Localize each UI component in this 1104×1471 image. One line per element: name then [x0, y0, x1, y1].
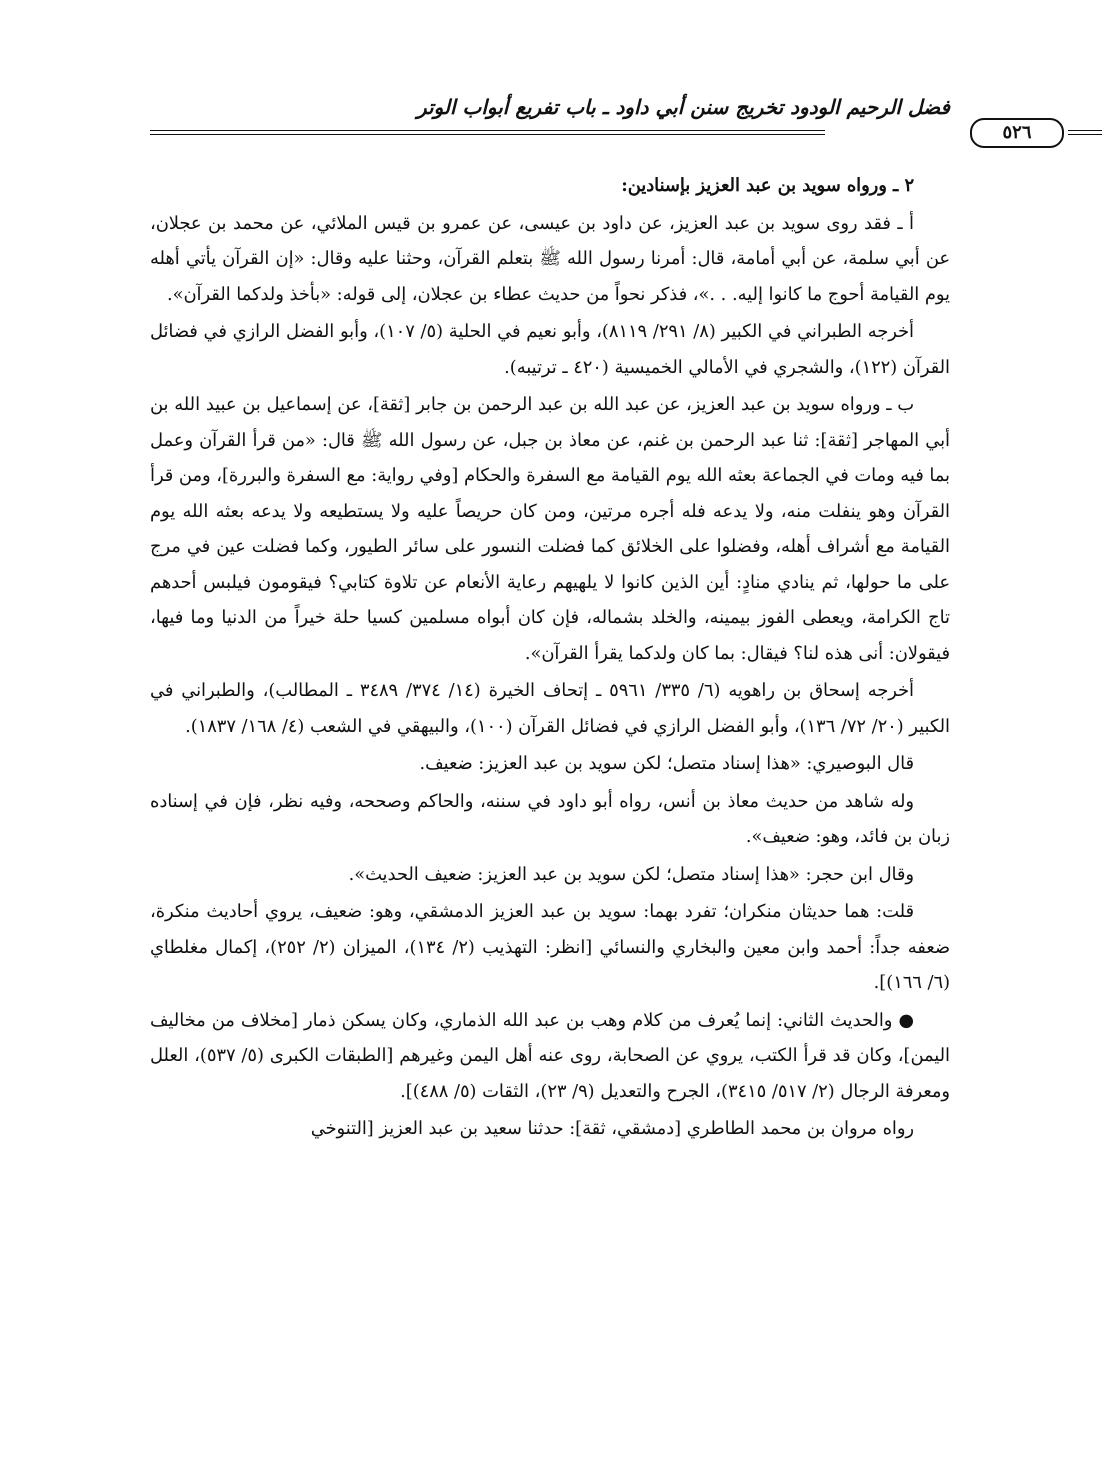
paragraph-busiri: قال البوصيري: «هذا إسناد متصل؛ لكن سويد بن عبد العزيز: ضعيف. [419, 753, 914, 774]
paragraph-ibn-hajar: وقال ابن حجر: «هذا إسناد متصل؛ لكن سويد بن عبد العزيز: ضعيف الحديث». [348, 863, 914, 885]
header-rule [150, 118, 1032, 148]
paragraph-narration-a: أ ـ فقد روى سويد بن عبد العزيز، عن داود بن عيسى، عن عمرو بن قيس الملائي، عن محمد بن عجلان، عن أبي سلمة، عن أبي أمامة، قال: أمرنا رسول الله ﷺ بتعلم القرآن، وحثنا عليه وقال: «إن القرآن يأتي أهله يوم القيامة أحوج ما كانوا إليه. . .»، فذكر نحواً من حديث عطاء بن عجلان، إلى قوله: «بأخذ ولدكما القرآن». [150, 212, 950, 305]
paragraph-narration-b: ب ـ ورواه سويد بن عبد العزيز، عن عبد الله بن عبد الرحمن بن جابر [ثقة]، عن إسماعيل بن عبيد الله بن أبي المهاجر [ثقة]: ثنا عبد الرحمن بن غنم، عن معاذ بن جبل، عن رسول الله ﷺ قال: «من قرأ القرآن وعمل بما فيه ومات في الجماعة بعثه الله يوم القيامة مع السفرة والحكام [وفي رواية: مع السفرة والبررة]، ومن قرأ القرآن وهو ينفلت منه، ولا يدعه فله أجره مرتين، ومن كان حريصاً عليه ولا يستطيعه ولا يدعه بعثه الله يوم القيامة مع أشراف أهله، وفضلوا على الخلائق كما فضلت النسور على سائر الطيور، وكما فضلت عين في مرج على ما حولها، ثم ينادي منادٍ: أين الذين كانوا لا يلهيهم رعاية الأنعام عن تلاوة كتابي؟ فيقومون فيلبس أحدهم تاج الكرامة، ويعطى الفوز بيمينه، والخلد بشماله، فإن كان أبواه مسلمين كسيا حلة خيراً من الدنيا وما فيها، فيقولان: أنى هذه لنا؟ فيقال: بما كان ولدكما يقرأ القرآن». [150, 394, 950, 664]
header-rule-end [1068, 130, 1102, 135]
paragraph-takhrij-2: أخرجه إسحاق بن راهويه (٦/ ٣٣٥/ ٥٩٦١ ـ إتحاف الخيرة (١٤/ ٣٧٤/ ٣٤٨٩ ـ المطالب)، والطبراني في الكبير (٢٠/ ٧٢/ ١٣٦)، وأبو الفضل الرازي في فضائل القرآن (١٠٠)، والبيهقي في الشعب (٤/ ١٦٨/ ١٨٣٧). [150, 680, 950, 737]
header-rule-line [150, 130, 825, 135]
paragraph-second-hadith: ● والحديث الثاني: إنما يُعرف من كلام وهب بن عبد الله الذماري، وكان يسكن ذمار [مخلاف من مخاليف اليمن]، وكان قد قرأ الكتب، يروي عن الصحابة، روى عنه أهل اليمن وغيرهم [الطبقات الكبرى (٥/ ٥٣٧)، العلل ومعرفة الرجال (٢/ ٥١٧/ ٣٤١٥)، الجرح والتعديل (٩/ ٢٣)، الثقات (٥/ ٤٨٨)]. [150, 1009, 950, 1102]
paragraph-marwan: رواه مروان بن محمد الطاطري [دمشقي، ثقة]: حدثنا سعيد بن عبد العزيز [التنوخي [310, 1118, 914, 1139]
paragraph-shahid: وله شاهد من حديث معاذ بن أنس، رواه أبو داود في سننه، والحاكم وصححه، وفيه نظر، فإن في إسناده زبان بن فائد، وهو: ضعيف». [150, 790, 950, 847]
header-title: فضل الرحيم الودود تخريج سنن أبي داود ـ باب تفريع أبواب الوتر [416, 95, 950, 119]
paragraph-verdict: قلت: هما حديثان منكران؛ تفرد بهما: سويد بن عبد العزيز الدمشقي، وهو: ضعيف، يروي أحاديث منكرة، ضعفه جداً: أحمد وابن معين والبخاري والنسائي [انظر: التهذيب (٢/ ١٣٤)، الميزان (٢/ ٢٥٢)، إكمال مغلطاي (٦/ ١٦٦)]. [150, 901, 950, 993]
paragraph-takhrij-1: أخرجه الطبراني في الكبير (٨/ ٢٩١/ ٨١١٩)، وأبو نعيم في الحلية (٥/ ١٠٧)، وأبو الفضل الرازي في فضائل القرآن (١٢٢)، والشجري في الأمالي الخميسية (٤٢٠ ـ ترتيبه). [150, 321, 950, 378]
page-number: ٥٢٦ [970, 118, 1064, 148]
section-heading: ٢ ـ ورواه سويد بن عبد العزيز بإسنادين: [621, 175, 914, 196]
page-body [150, 168, 950, 1149]
